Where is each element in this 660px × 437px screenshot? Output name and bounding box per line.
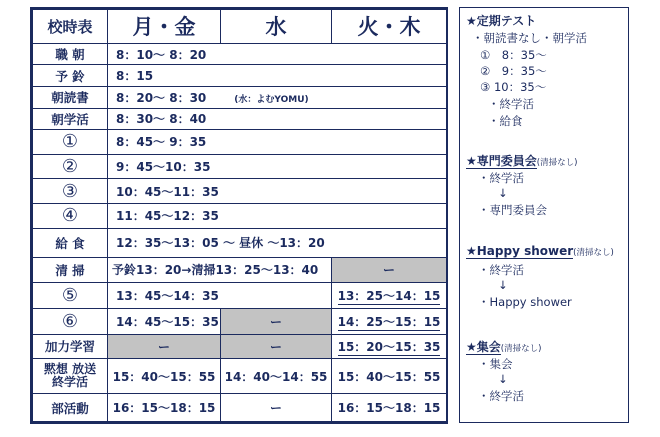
time-cell — [108, 87, 447, 109]
time-cell: 10：45〜11：35 — [108, 179, 447, 204]
table-row — [33, 87, 447, 109]
arrow-down-icon: ↓ — [498, 278, 508, 292]
assembly-title: ★集会 — [466, 340, 501, 354]
time-cell: 8：30〜 8：40 — [108, 108, 447, 130]
list-item: ・集会 — [478, 357, 513, 371]
row-label — [33, 359, 108, 394]
period-5-label: ⑤ — [33, 283, 108, 309]
assembly-note: (清掃なし) — [500, 344, 542, 354]
period-3-label: ③ — [33, 179, 108, 204]
time-cell: 15：40〜15：55 — [332, 359, 447, 394]
table-row — [33, 130, 447, 155]
period-2-label: ② — [33, 154, 108, 179]
dash-cell: ー — [108, 334, 221, 359]
table-row — [33, 108, 447, 130]
arrow-down-icon: ↓ — [498, 372, 508, 386]
time-cell: 13：45〜14：35 — [108, 283, 332, 309]
time-cell: 11：45〜12：35 — [108, 204, 447, 229]
list-item: ① 8：35〜 — [480, 48, 547, 62]
assembly-heading — [466, 338, 541, 355]
list-item: ・給食 — [488, 114, 523, 128]
time-cell: 15：40〜15：55 — [108, 359, 221, 394]
time-text: 13：25〜14：15 — [337, 289, 441, 304]
table-row — [33, 179, 447, 204]
header-wed: 水 — [221, 10, 332, 44]
list-item: ・朝読書なし・朝学活 — [472, 31, 587, 45]
table-row — [33, 359, 447, 394]
list-item: ・Happy shower — [478, 295, 572, 309]
time-cell: 8：45〜 9：35 — [108, 130, 447, 155]
committee-note: (清掃なし) — [536, 158, 578, 168]
list-item: ・専門委員会 — [478, 203, 547, 217]
happy-heading — [466, 244, 614, 258]
test-title: ★定期テスト — [466, 14, 537, 28]
list-item: ・終学活 — [478, 171, 524, 185]
time-cell: 16：15〜18：15 — [332, 394, 447, 422]
corner-label: 校時表 — [33, 10, 108, 44]
table-row — [33, 283, 447, 309]
row-label: 部活動 — [33, 394, 108, 422]
table-row — [33, 394, 447, 422]
dash-cell: ー — [221, 308, 332, 334]
time-cell — [332, 308, 447, 334]
list-item: ② 9：35〜 — [480, 64, 547, 78]
row-label: 職 朝 — [33, 43, 108, 65]
row-label: 給 食 — [33, 228, 108, 257]
dash-cell: ー — [221, 394, 332, 422]
table-row — [33, 43, 447, 65]
notes-panel — [459, 7, 629, 423]
header-tue-thu: 火・木 — [332, 10, 447, 44]
cleaning-cell: 予鈴13：20→清掃13：25〜13：40 — [108, 257, 332, 283]
header-row — [33, 10, 447, 44]
table-row — [33, 308, 447, 334]
time-cell: 8：15 — [108, 65, 447, 87]
row-label-line: 黙想 放送 — [43, 362, 97, 377]
time-cell: 16：15〜18：15 — [108, 394, 221, 422]
list-item: ・終学活 — [478, 263, 524, 277]
list-item: ・終学活 — [478, 389, 524, 403]
period-4-label: ④ — [33, 204, 108, 229]
table-row — [33, 228, 447, 257]
time-cell: 14：40〜14：55 — [221, 359, 332, 394]
time-text: 14：25〜15：15 — [337, 314, 441, 329]
time-text: 8：20〜 8：30 — [116, 90, 207, 105]
row-label: 予 鈴 — [33, 65, 108, 87]
period-1-label: ① — [33, 130, 108, 155]
yomu-note: (水：よむYOMU) — [234, 94, 309, 105]
arrow-down-icon: ↓ — [498, 186, 508, 200]
row-label: 加力学習 — [33, 334, 108, 359]
time-cell — [332, 283, 447, 309]
time-cell: 9：45〜10：35 — [108, 154, 447, 179]
list-item: ・終学活 — [488, 97, 534, 111]
table-row — [33, 204, 447, 229]
dash-cell: ー — [332, 257, 447, 283]
time-cell: 14：45〜15：35 — [108, 308, 221, 334]
time-text: 15：20〜15：35 — [337, 339, 441, 354]
table-row — [33, 334, 447, 359]
time-cell — [332, 334, 447, 359]
timetable-grid — [32, 9, 447, 422]
time-cell: 12：35〜13：05 〜 昼休 〜13：20 — [108, 228, 447, 257]
row-label: 朝読書 — [33, 87, 108, 109]
table-row — [33, 154, 447, 179]
committee-title: ★専門委員会 — [466, 154, 537, 168]
timetable — [30, 7, 448, 424]
happy-note: (清掃なし) — [573, 248, 614, 258]
table-row — [33, 257, 447, 283]
period-6-label: ⑥ — [33, 308, 108, 334]
header-mon-fri: 月・金 — [108, 10, 221, 44]
dash-cell: ー — [221, 334, 332, 359]
row-label: 清 掃 — [33, 257, 108, 283]
committee-heading — [466, 152, 577, 169]
list-item: ③ 10：35〜 — [480, 80, 547, 94]
time-cell: 8：10〜 8：20 — [108, 43, 447, 65]
happy-title: ★Happy shower — [466, 244, 574, 258]
row-label-line: 終学活 — [51, 375, 88, 390]
row-label: 朝学活 — [33, 108, 108, 130]
table-row — [33, 65, 447, 87]
